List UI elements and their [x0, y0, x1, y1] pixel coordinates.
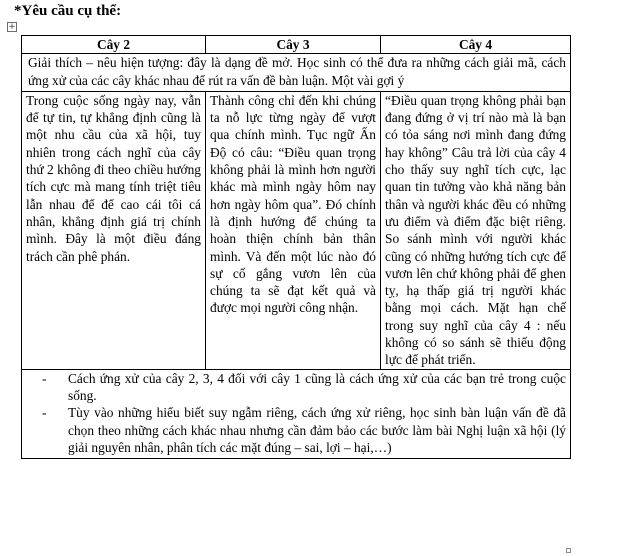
intro-cell: Giải thích – nêu hiện tượng: đây là dạng đề mở. Học sinh có thể đưa ra những cách giải mã, cách ứng xử của các cây khác nhau để rút ra vấn đề bàn luận. Một vài gợi ý: [22, 54, 571, 92]
answer-table: [21, 35, 571, 459]
cell-tree-4: “Điều quan trọng không phải bạn đang đứng ở vị trí nào mà là bạn có tỏa sáng nơi mình đang đứng hay không” Câu trả lời của cây 4 cho thấy suy nghĩ tích cực, lạc quan tin tưởng vào khả năng bản thân và người khác đều có những ưu điểm và điểm đặc biệt riêng. So sánh mình với người khác cũng có những hướng tích cực để vươn lên chứ không phải để ghen tỵ, hạ thấp giá trị người khác bằng mọi cách. Mặt hạn chế trong suy nghĩ của cây 4 : nếu không có so sánh sẽ thiếu động lực để phát triển.: [381, 91, 571, 369]
content-row: [22, 91, 571, 369]
table-move-handle-icon[interactable]: +: [8, 22, 16, 32]
section-heading: *Yêu cầu cụ thể:: [14, 3, 122, 19]
cell-tree-3: Thành công chỉ đến khi chúng ta nỗ lực từng ngày để vượt qua chính mình. Tục ngữ Ấn Độ có câu: “Điều quan trọng không phải là mình hơn người khác mà mình ngày hôm nay hơn ngày hôm qua”. Đó chính là định hướng để chúng ta hoàn thiện chính bản thân mình. Và đến một lúc nào đó sự cố gắng vươn lên của chúng ta sẽ đạt kết quả và được mọi người công nhận.: [206, 91, 381, 369]
summary-list: [28, 370, 566, 456]
header-tree-4: Cây 4: [381, 36, 571, 54]
cell-tree-2: Trong cuộc sống ngày nay, vẫn để tự tin, tự khẳng định cũng là một nhu cầu của xã hội, tuy nhiên trong cách nghĩ của cây thứ 2 không đi theo chiều hướng tích cực mà mang tính triệt tiêu lẫn nhau để để cao cái tôi cá nhân, khẳng định giá trị chính mình. Đây là một điều đáng trách cần phê phán.: [22, 91, 206, 369]
list-item: - Tùy vào những hiểu biết suy ngẫm riêng, cách ứng xử riêng, học sinh bàn luận vấn đề đã chọn theo những cách khác nhau nhưng cần đảm bảo các bước làm bài Nghị luận xã hội (lý giải nguyên nhân, phân tích các mặt đúng – sai, lợi – hại,…): [68, 404, 566, 456]
header-tree-2: Cây 2: [22, 36, 206, 54]
summary-row: [22, 369, 571, 458]
intro-row: [22, 54, 571, 92]
table-header-row: [22, 36, 571, 54]
summary-cell: [22, 369, 571, 458]
list-item: - Cách ứng xử của cây 2, 3, 4 đối với cây 1 cũng là cách ứng xử của các bạn trẻ trong cuộc sống.: [68, 370, 566, 405]
header-tree-3: Cây 3: [206, 36, 381, 54]
table-resize-handle-icon[interactable]: [566, 548, 571, 553]
